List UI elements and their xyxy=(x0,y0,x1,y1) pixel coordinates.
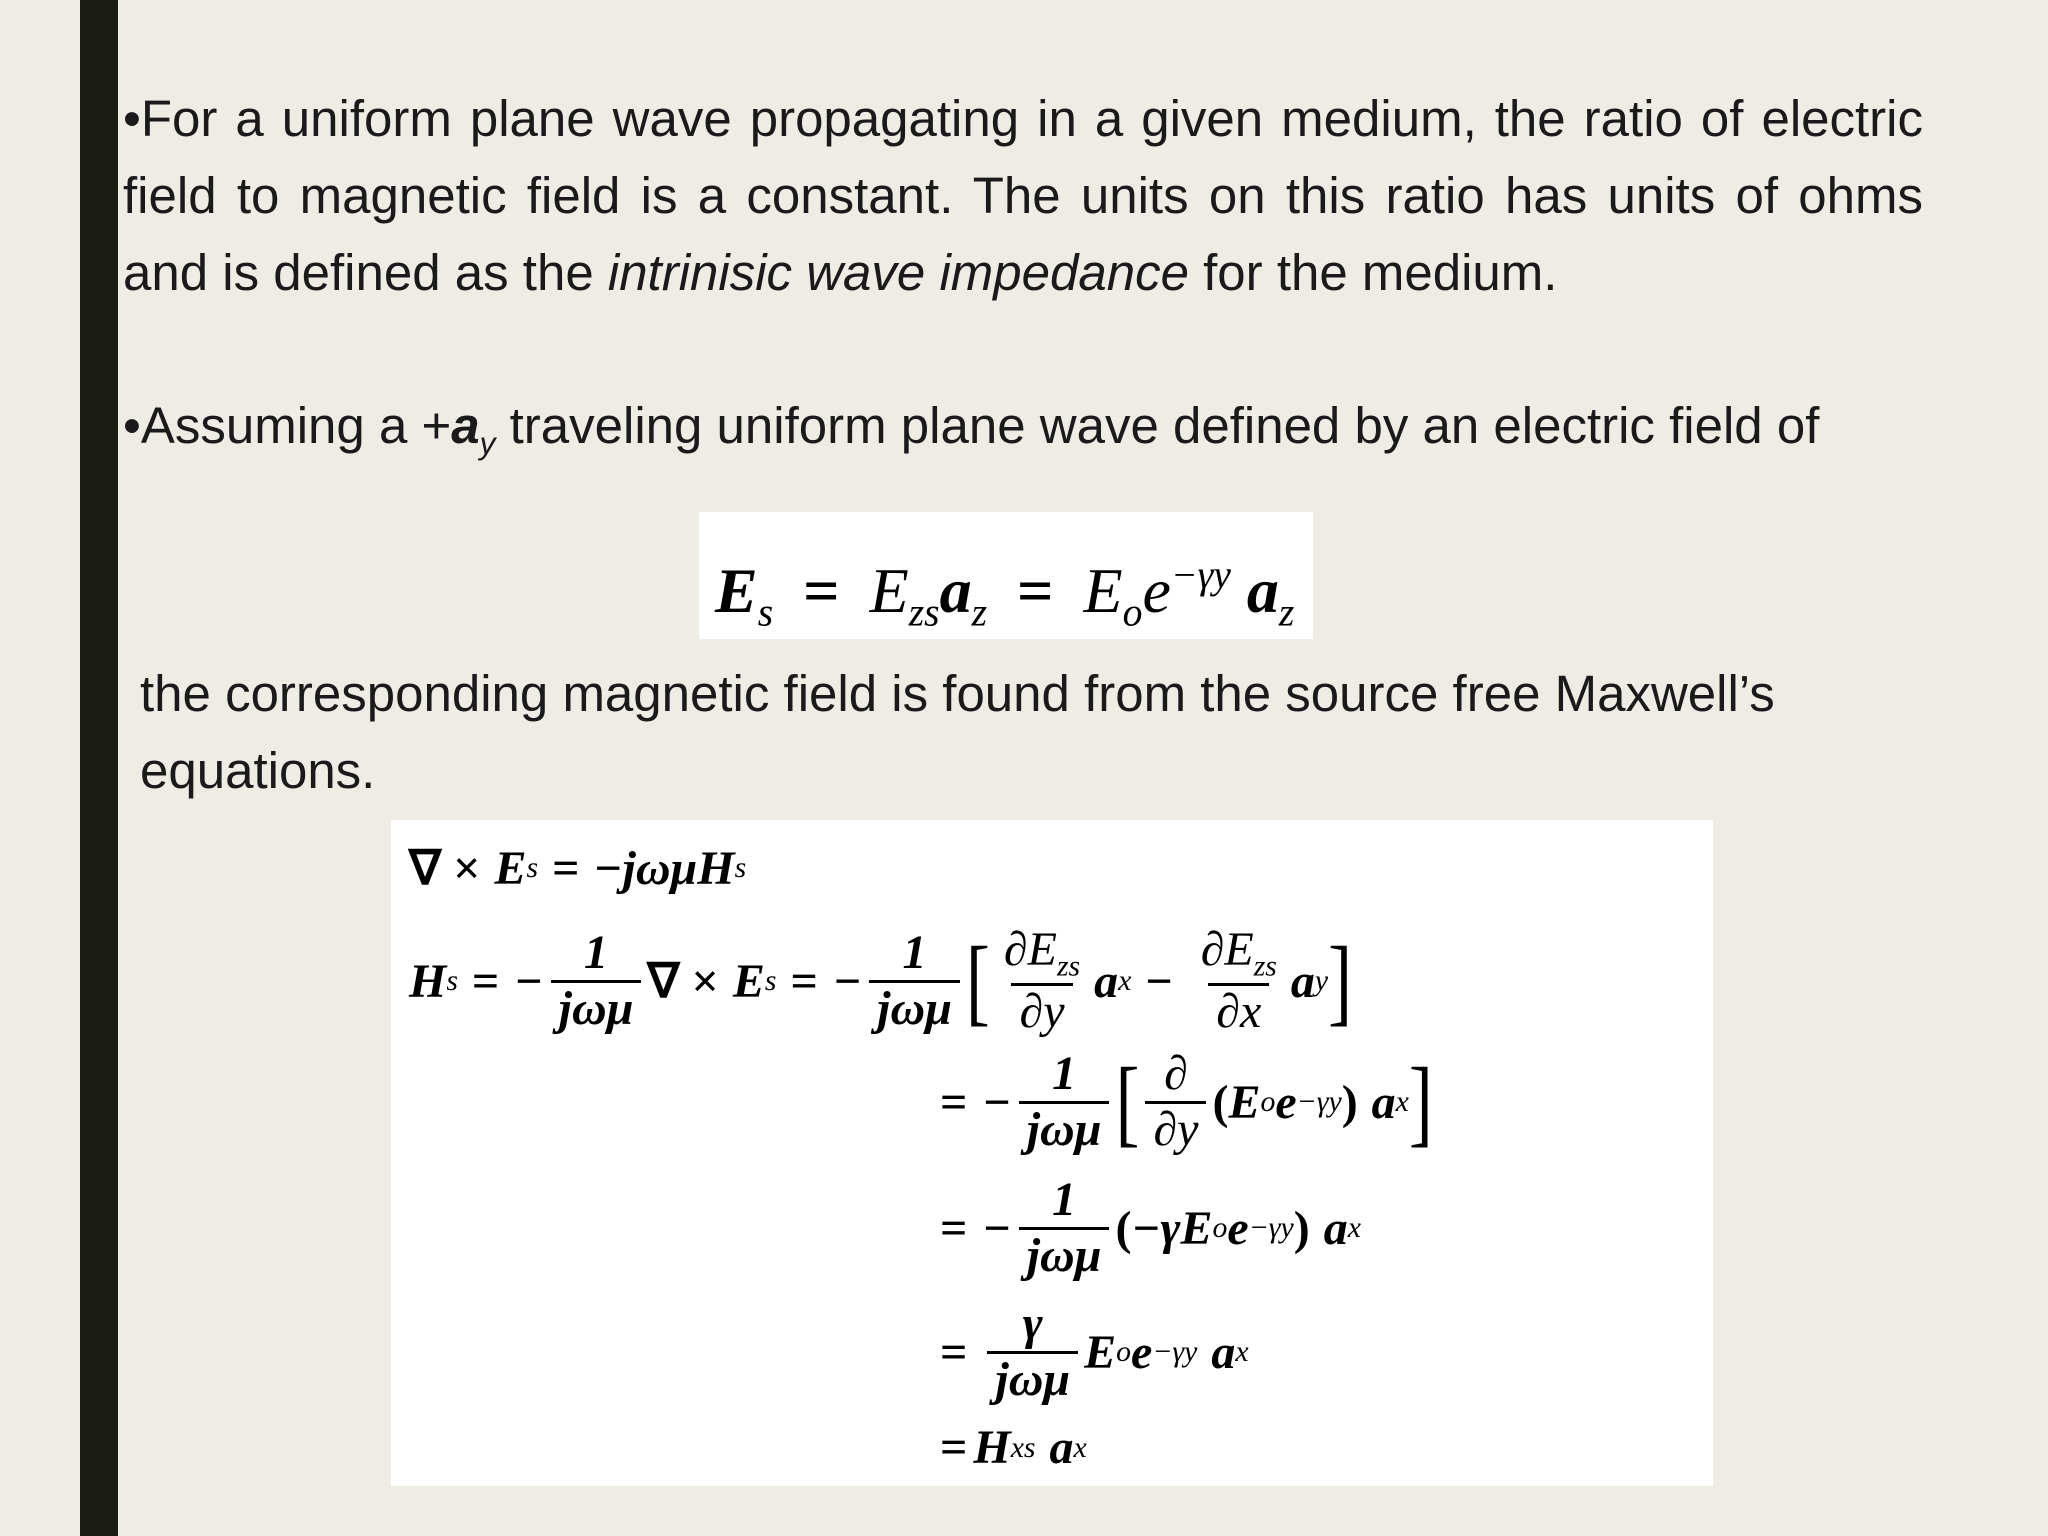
equation-row-h: H s = − $\frac{1}{\text{jωμ}}$ ∇ × E s = − $\frac{1}{\text{jωμ}}$ [ $\frac{\partial E_{zs}}{\partial y}$ a x − $\frac{\partial E_{zs}}{\partial x}$ a y ] xyxy=(409,923,1353,1039)
intrinsic-impedance-term: intrinisic wave impedance xyxy=(607,244,1189,301)
derivation-equations xyxy=(391,820,1713,1486)
equation-row-step2: = − $\frac{1}{\text{jωμ}}$ [ $\frac{\partial}{\partial y}$ ( E o e −γy ) a x ] xyxy=(940,1047,1433,1157)
equation-row-result: = H xs a x xyxy=(940,1421,1087,1474)
left-accent-bar xyxy=(80,0,118,1536)
intro-paragraph xyxy=(123,80,1923,311)
equation-row-step4: = $\frac{\gamma}{\text{jωμ}}$ E o e −γy a x xyxy=(940,1297,1249,1406)
equation-row-step3: = − $\frac{1}{\text{jωμ}}$ ( −γ E o e −γy ) a x xyxy=(940,1173,1361,1282)
equation-row-curl-e: ∇ × E s = −jωμ H s xyxy=(409,841,747,895)
magnetic-field-paragraph: the corresponding magnetic field is found from the source free Maxwell’s equations. xyxy=(140,665,1775,799)
assumption-paragraph: •Assuming $a +a_y$ traveling uniform plane wave defined by an electric field of xyxy=(123,397,1820,462)
unit-vector-a: a xyxy=(451,397,480,454)
intro-text-end: for the medium. xyxy=(1188,244,1558,301)
intro-text: •For a uniform plane wave propagating in a given medium, the ratio of electric field to magnetic field is a constant. The units on this ratio has units of ohms and is defined as the xyxy=(123,90,1923,301)
electric-field-equation: $E_s = E_{zs}a_z = E_oe^{-\gamma y}$ $a_z$ xyxy=(699,512,1313,639)
